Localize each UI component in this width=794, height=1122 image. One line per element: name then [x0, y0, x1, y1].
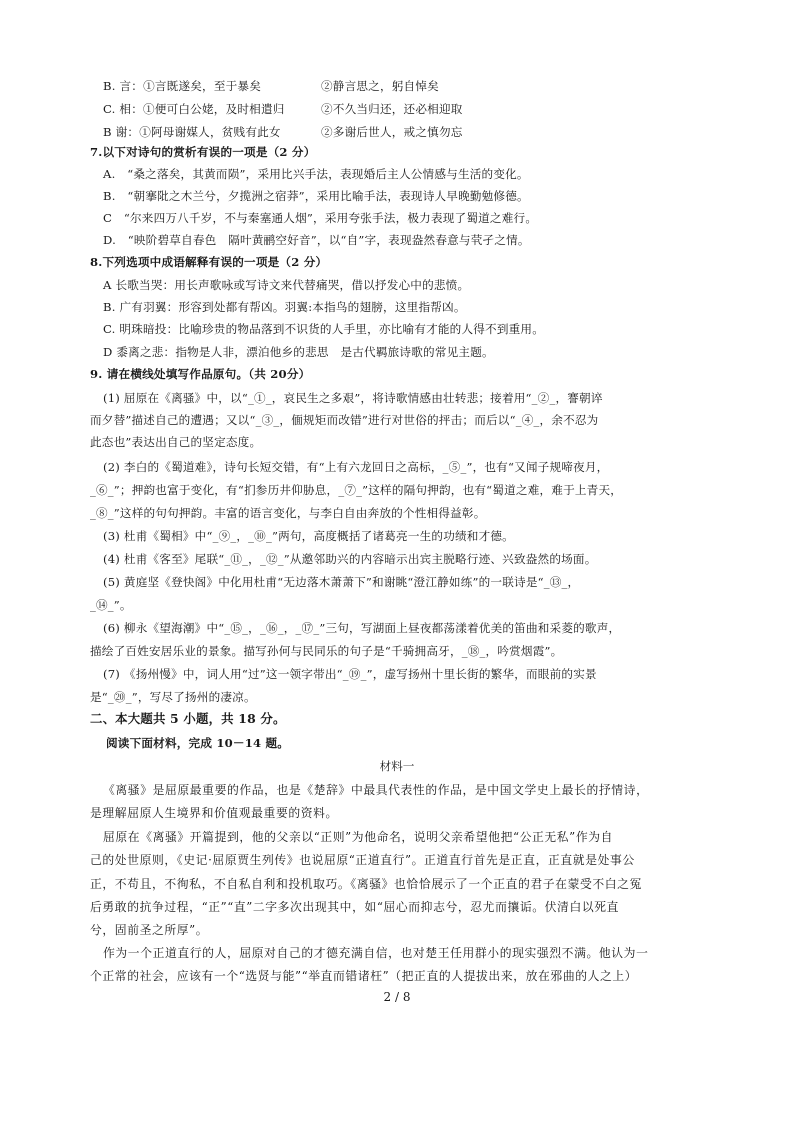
q9-line: 是“_⑳_”，写尽了扬州的凄凉。: [90, 690, 256, 704]
question-8-stem: 8.下列选项中成语解释有误的一项是（2 分）: [90, 255, 328, 269]
material-paragraph-line: 是理解屈原人生境界和价值观最重要的资料。: [90, 806, 338, 820]
q8-option-d: D 黍离之悲：指物是人非，漂泊他乡的悲思 是古代羁旅诗歌的常见主题。: [103, 345, 494, 359]
option-part-1: B. 言：①言既遂矣，至于暴矣: [103, 79, 262, 93]
option-part-2: ②不久当归还，还必相迎取: [321, 102, 463, 116]
q9-line: (2) 李白的《蜀道难》，诗句长短交错，有“上有六龙回日之高标，_⑤_”，也有“又闻子规啼夜月，: [103, 460, 609, 474]
section-2-instruction: 阅读下面材料，完成 10－14 题。: [106, 736, 290, 750]
q9-line: 描绘了百姓安居乐业的景象。描写孙何与民同乐的句子是“千骑拥高牙，_⑱_，吟赏烟霞”。: [90, 644, 563, 658]
q9-line: (1) 屈原在《离骚》中，以“_①_，哀民生之多艰”，将诗歌情感由壮转悲；接着用“_②_，謇朝谇: [103, 391, 603, 405]
q7-option-b: B. “朝搴阰之木兰兮，夕揽洲之宿莽”，采用比喻手法，表现诗人早晚勤勉修德。: [103, 189, 529, 203]
q9-line: (4) 杜甫《客至》尾联“_⑪_，_⑫_”从邀邻助兴的内容暗示出宾主脱略行迹、兴致盎然的场面。: [103, 552, 597, 566]
q7-option-a: A. “桑之落矣，其黄而陨”，采用比兴手法，表现婚后主人公情感与生活的变化。: [103, 167, 529, 181]
material-paragraph-line: 己的处世原则，《史记·屈原贾生列传》也说屈原“正道直行”。正道直行首先是正直，正直就是处事公: [90, 853, 635, 867]
option-part-1: B 谢：①阿母谢媒人，贫贱有此女: [103, 125, 281, 139]
material-paragraph-line: 兮，固前圣之所厚”。: [90, 923, 209, 937]
q8-option-b: B. 广有羽翼：形容到处都有帮凶。羽翼:本指鸟的翅膀，这里指帮凶。: [103, 300, 466, 314]
q9-line: (6) 柳永《望海潮》中“_⑮_，_⑯_，_⑰_”三句，写湖面上昼夜都荡漾着优美的笛曲和采菱的歌声，: [103, 621, 621, 635]
q9-line: 此态也”表达出自己的坚定态度。: [90, 435, 262, 449]
material-paragraph-line: 正，不苟且，不徇私，不自私自利和投机取巧。《离骚》也恰恰展示了一个正直的君子在蒙受不白之冤: [90, 877, 642, 891]
material-paragraph-line: 个正常的社会，应该有一个“选贤与能”“举直而错诸枉”（把正直的人提拔出来，放在邪曲的人之上）: [90, 969, 638, 983]
material-paragraph-line: 《离骚》是屈原最重要的作品，也是《楚辞》中最具代表性的作品，是中国文学史上最长的抒情诗，: [103, 783, 649, 797]
section-2-heading: 二、本大题共 5 小题，共 18 分。: [90, 711, 286, 726]
q9-line: _⑭_”。: [90, 598, 132, 612]
q8-option-a: A 长歌当哭：用长声歌咏或写诗文来代替痛哭，借以抒发心中的悲愤。: [103, 278, 470, 292]
q8-option-c: C. 明珠暗投：比喻珍贵的物品落到不识货的人手里，亦比喻有才能的人得不到重用。: [103, 322, 545, 336]
option-part-2: ②多谢后世人，戒之慎勿忘: [321, 125, 463, 139]
q9-line: (7) 《扬州慢》中，词人用“过”这一领字带出“_⑲_”，虚写扬州十里长街的繁华，而眼前的实景: [103, 667, 597, 681]
option-part-1: C. 相：①便可白公姥，及时相遣归: [103, 102, 285, 116]
q9-line: _⑧_”这样的句句押韵。丰富的语言变化，与李白自由奔放的个性相得益彰。: [90, 506, 486, 520]
material-paragraph-line: 作为一个正道直行的人，屈原对自己的才德充满自信，也对楚王任用群小的现实强烈不满。他认为一: [103, 946, 649, 960]
option-part-2: ②静言思之，躬自悼矣: [321, 79, 439, 93]
q9-line: (3) 杜甫《蜀相》中“_⑨_，_⑩_”两句，高度概括了诸葛亮一生的功绩和才德。: [103, 529, 514, 543]
material-title: 材料一: [379, 759, 415, 773]
page-number: 2 / 8: [383, 990, 411, 1004]
question-9-stem: 9. 请在横线处填写作品原句。（共 20分）: [90, 367, 311, 381]
question-7-stem: 7.以下对诗句的赏析有误的一项是（2 分）: [90, 145, 316, 159]
material-paragraph-line: 屈原在《离骚》开篇提到，他的父亲以“正则”为他命名，说明父亲希望他把“公正无私”作为自: [103, 830, 614, 844]
q9-line: _⑥_”；押韵也富于变化，有“扪参历井仰胁息，_⑦_”这样的隔句押韵，也有“蜀道之难，难于上青天，: [90, 483, 623, 497]
material-paragraph-line: 后勇敢的抗争过程，“正”“直”二字多次出现其中，如“屈心而抑志兮，忍尤而攘诟。伏清白以死直: [90, 900, 620, 914]
q9-line: 而夕替”描述自己的遭遇；又以“_③_，偭规矩而改错”进行对世俗的抨击；而后以“_④_，余不忍为: [90, 413, 599, 427]
q7-option-d: D. “映阶碧草自春色 隔叶黄鹂空好音”，以“自”字，表现盎然春意与茕孑之情。: [103, 233, 530, 247]
q7-option-c: C “尔来四万八千岁，不与秦塞通人烟”，采用夸张手法，极力表现了蜀道之难行。: [103, 211, 538, 225]
q9-line: (5) 黄庭坚《登快阁》中化用杜甫“无边落木萧萧下”和谢眺“澄江静如练”的一联诗是“_⑬_，: [103, 575, 580, 589]
